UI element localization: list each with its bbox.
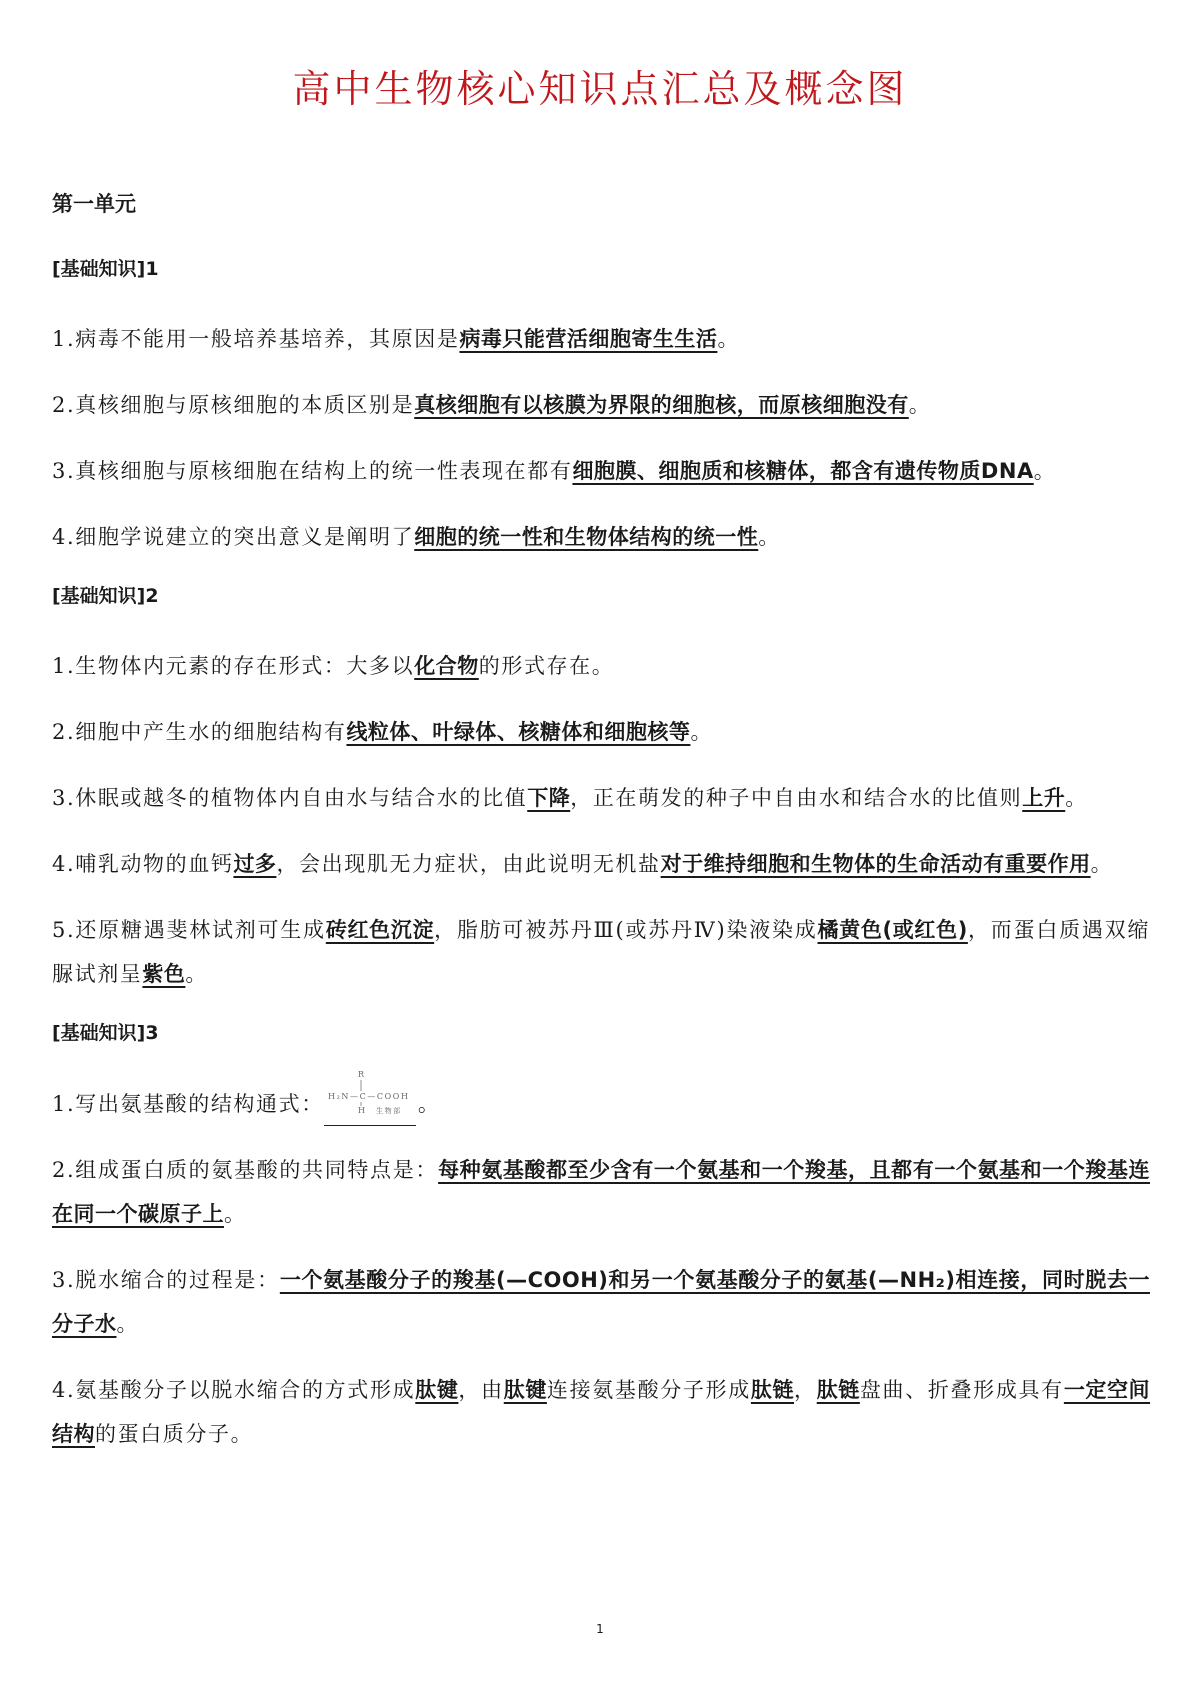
answer-text: 一定空间结构 <box>52 1378 1151 1446</box>
section-heading: [基础知识]1 <box>52 258 159 280</box>
question-text: 2.细胞中产生水的细胞结构有 <box>52 720 347 744</box>
knowledge-item <box>52 908 1150 996</box>
question-text: 1.病毒不能用一般培养基培养，其原因是 <box>52 327 460 351</box>
answer-text: 橘黄色(或红色) <box>817 918 968 942</box>
formula-main-chain: H₂N—C—COOH <box>327 1092 410 1101</box>
question-text: ，而蛋白质遇双缩脲试剂呈 <box>52 918 1150 986</box>
sections-container <box>52 254 1150 1456</box>
knowledge-item <box>52 1148 1150 1236</box>
formula-r-group: R <box>357 1070 366 1079</box>
answer-text: 紫色 <box>142 962 186 986</box>
unit-heading: 第一单元 <box>52 192 136 216</box>
section-heading: [基础知识]2 <box>52 585 159 607</box>
knowledge-item <box>52 1368 1150 1456</box>
formula-h-atom: H <box>357 1106 367 1115</box>
answer-text: 一个氨基酸分子的羧基(—COOH)和另一个氨基酸分子的氨基(—NH₂)相连接，同时脱去一分子水 <box>52 1268 1150 1336</box>
answer-text: 下降 <box>527 786 571 810</box>
document-body <box>52 188 1150 1478</box>
knowledge-item <box>52 842 1150 886</box>
question-text: 5.还原糖遇斐林试剂可生成 <box>52 918 326 942</box>
question-text: 。 <box>758 525 781 549</box>
answer-text: 肽键 <box>503 1378 547 1402</box>
answer-text: 线粒体、叶绿体、核糖体和细胞核等 <box>346 720 691 744</box>
knowledge-item <box>52 1070 1150 1126</box>
answer-text: 肽键 <box>415 1378 459 1402</box>
knowledge-item <box>52 449 1150 493</box>
question-text: ，由 <box>458 1378 504 1402</box>
answer-text: 肽链 <box>750 1378 795 1402</box>
question-text: 。 <box>185 962 209 986</box>
question-text: 连接氨基酸分子形成 <box>546 1378 751 1402</box>
knowledge-item <box>52 1258 1150 1346</box>
question-text: 1.写出氨基酸的结构通式： <box>52 1092 324 1116</box>
answer-text: 肽链 <box>816 1378 860 1402</box>
answer-text: 化合物 <box>414 654 479 678</box>
answer-text: 过多 <box>233 852 277 876</box>
question-text: 2.组成蛋白质的氨基酸的共同特点是： <box>52 1158 439 1182</box>
question-text: 2.真核细胞与原核细胞的本质区别是 <box>52 393 415 417</box>
question-text: 4.氨基酸分子以脱水缩合的方式形成 <box>52 1378 416 1402</box>
question-text: 。 <box>1065 786 1088 810</box>
formula-watermark: 生物部 <box>375 1107 402 1115</box>
page-number: 1 <box>596 1622 604 1636</box>
question-text: 。 <box>908 393 932 417</box>
question-text: 3.休眠或越冬的植物体内自由水与结合水的比值 <box>52 786 528 810</box>
knowledge-item <box>52 383 1150 427</box>
answer-text: 真核细胞有以核膜为界限的细胞核，而原核细胞没有 <box>414 393 909 417</box>
question-text: ，正在萌发的种子中自由水和结合水的比值则 <box>570 786 1023 810</box>
question-text: 。 <box>116 1312 140 1336</box>
answer-text: 砖红色沉淀 <box>325 918 435 942</box>
question-text: ， <box>794 1378 817 1402</box>
knowledge-item <box>52 710 1150 754</box>
answer-text: 对于维持细胞和生物体的生命活动有重要作用 <box>660 852 1091 876</box>
question-text: 。 <box>1033 459 1057 483</box>
knowledge-item <box>52 515 1150 559</box>
section-heading: [基础知识]3 <box>52 1022 159 1044</box>
question-text: 4.细胞学说建立的突出意义是阐明了 <box>52 525 415 549</box>
knowledge-item <box>52 644 1150 688</box>
page-title: 高中生物核心知识点汇总及概念图 <box>292 67 908 111</box>
knowledge-item <box>52 317 1150 361</box>
question-text: 3.真核细胞与原核细胞在结构上的统一性表现在都有 <box>52 459 573 483</box>
question-text: 。 <box>417 1092 441 1116</box>
knowledge-item <box>52 776 1150 820</box>
question-text: ，会出现肌无力症状，由此说明无机盐 <box>276 852 661 876</box>
question-text: 。 <box>1090 852 1114 876</box>
question-text: 。 <box>690 720 714 744</box>
question-text: 的蛋白质分子。 <box>95 1422 254 1446</box>
answer-text: 上升 <box>1022 786 1066 810</box>
answer-text: 细胞的统一性和生物体结构的统一性 <box>414 525 759 549</box>
question-text: 盘曲、折叠形成具有 <box>859 1378 1064 1402</box>
question-text: 1.生物体内元素的存在形式：大多以 <box>52 654 415 678</box>
question-text: ，脂肪可被苏丹Ⅲ(或苏丹Ⅳ)染液染成 <box>434 918 818 942</box>
answer-text: 细胞膜、细胞质和核糖体，都含有遗传物质DNA <box>572 459 1034 483</box>
amino-acid-formula <box>324 1070 416 1126</box>
question-text: 的形式存在。 <box>478 654 615 678</box>
answer-text: 病毒只能营活细胞寄生生活 <box>459 327 718 351</box>
question-text: 。 <box>717 327 741 351</box>
question-text: 3.脱水缩合的过程是： <box>52 1268 280 1292</box>
answer-text: 每种氨基酸都至少含有一个氨基和一个羧基，且都有一个氨基和一个羧基连在同一个碳原子上 <box>52 1158 1150 1226</box>
question-text: 。 <box>224 1202 247 1226</box>
question-text: 4.哺乳动物的血钙 <box>52 852 234 876</box>
